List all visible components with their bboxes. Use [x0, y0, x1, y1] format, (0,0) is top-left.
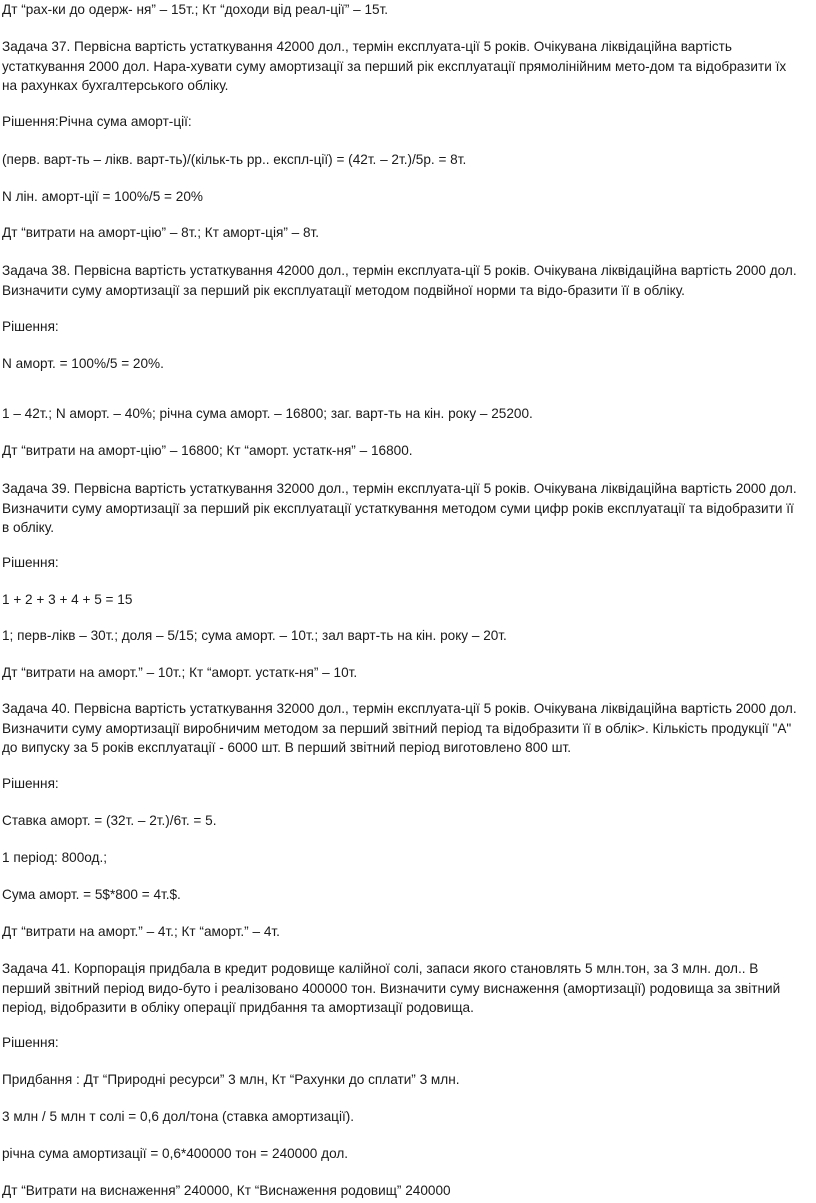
task-40-period: 1 період: 800од.; — [2, 850, 108, 865]
task-40-statement: Задача 40. Первісна вартість устаткування 32000 дол., термін експлуата-ції 5 років. Очікувана ліквідаційна вартість 2000 дол. Визначити суму амортизації виробничим методом за перший звітний період та відобразити її в облік>. Кількість продукції "А" до випуску за 5 років експлуатації - 6000 шт. В перший звітний період виготовлено 800 шт. — [2, 701, 797, 756]
task-41-rate: 3 млн / 5 млн т солі = 0,6 дол/тона (ставка амортизації). — [2, 1109, 355, 1124]
task-40-amount: Сума аморт. = 5$*800 = 4т.$. — [2, 887, 181, 902]
task-39-calculation: 1; перв-лікв – 30т.; доля – 5/15; сума аморт. – 10т.; зал варт-ть на кін. року – 20т. — [2, 628, 507, 643]
task-38-rate: N аморт. = 100%/5 = 20%. — [2, 356, 164, 371]
task-39-sum-digits: 1 + 2 + 3 + 4 + 5 = 15 — [2, 592, 133, 607]
task-38-calculation: 1 – 42т.; N аморт. – 40%; річна сума аморт. – 16800; заг. варт-ть на кін. року – 25200. — [2, 406, 533, 421]
task-39-entry: Дт “витрати на аморт.” – 10т.; Кт “аморт. устатк-ня” – 10т. — [2, 665, 358, 680]
task-41-solution-heading: Рішення: — [2, 1035, 59, 1050]
task-40-solution-heading: Рішення: — [2, 776, 59, 791]
task-41-entry: Дт “Витрати на виснаження” 240000, Кт “Виснаження родовищ” 240000 — [2, 1183, 451, 1198]
task-41-statement: Задача 41. Корпорація придбала в кредит родовище калійної солі, запаси якого становлять 5 млн.тон, за 3 млн. дол.. В перший звітний період видо-буто і реалізовано 400000 тон. Визначити суму виснаження (амортизації) родовища за звітний період, відобразити в обліку операції придбання та амортизації родовища. — [2, 961, 781, 1016]
task-39-solution-heading: Рішення: — [2, 555, 59, 570]
task-37-statement: Задача 37. Первісна вартість устаткування 42000 дол., термін експлуата-ції 5 років. Очікувана ліквідаційна вартість устаткування 2000 дол. Нара-хувати суму амортизації за перший рік експлуатації прямолінійним мето-дом та відобразити їх на рахунках бухгалтерського обліку. — [2, 39, 787, 94]
task-37-entry: Дт “витрати на аморт-цію” – 8т.; Кт аморт-ція” – 8т. — [2, 225, 320, 240]
task-38-solution-heading: Рішення: — [2, 319, 59, 334]
task-41-annual-amount: річна сума амортизації = 0,6*400000 тон = 240000 дол. — [2, 1146, 349, 1161]
task-38-entry: Дт “витрати на аморт-цію” – 16800; Кт “аморт. устатк-ня” – 16800. — [2, 443, 413, 458]
task-40-entry: Дт “витрати на аморт.” – 4т.; Кт “аморт.” – 4т. — [2, 924, 280, 939]
task-38-statement: Задача 38. Первісна вартість устаткування 42000 дол., термін експлуата-ції 5 років. Очікувана ліквідаційна вартість 2000 дол. Визначити суму амортизації за перший рік експлуатації методом подвійної норми та відо-бразити її в обліку. — [2, 263, 797, 298]
entry-line-top: Дт “рах-ки до одерж- ня” – 15т.; Кт “доходи від реал-ції” – 15т. — [2, 2, 389, 17]
task-37-solution-heading: Рішення:Річна сума аморт-ції: — [2, 114, 192, 129]
task-40-rate: Ставка аморт. = (32т. – 2т.)/6т. = 5. — [2, 813, 217, 828]
task-39-statement: Задача 39. Первісна вартість устаткування 32000 дол., термін експлуата-ції 5 років. Очікувана ліквідаційна вартість 2000 дол. Визначити суму амортизації за перший рік експлуатації устаткування методом суми цифр років експлуатації та відобразити її в обліку. — [2, 481, 797, 536]
task-41-acquisition: Придбання : Дт “Природні ресурси” 3 млн, Кт “Рахунки до сплати” 3 млн. — [2, 1072, 460, 1087]
task-37-formula: (перв. варт-ть – лікв. варт-ть)/(кільк-ть рр.. експл-ції) = (42т. – 2т.)/5р. = 8т. — [2, 152, 467, 167]
task-37-rate: N лін. аморт-ції = 100%/5 = 20% — [2, 189, 203, 204]
